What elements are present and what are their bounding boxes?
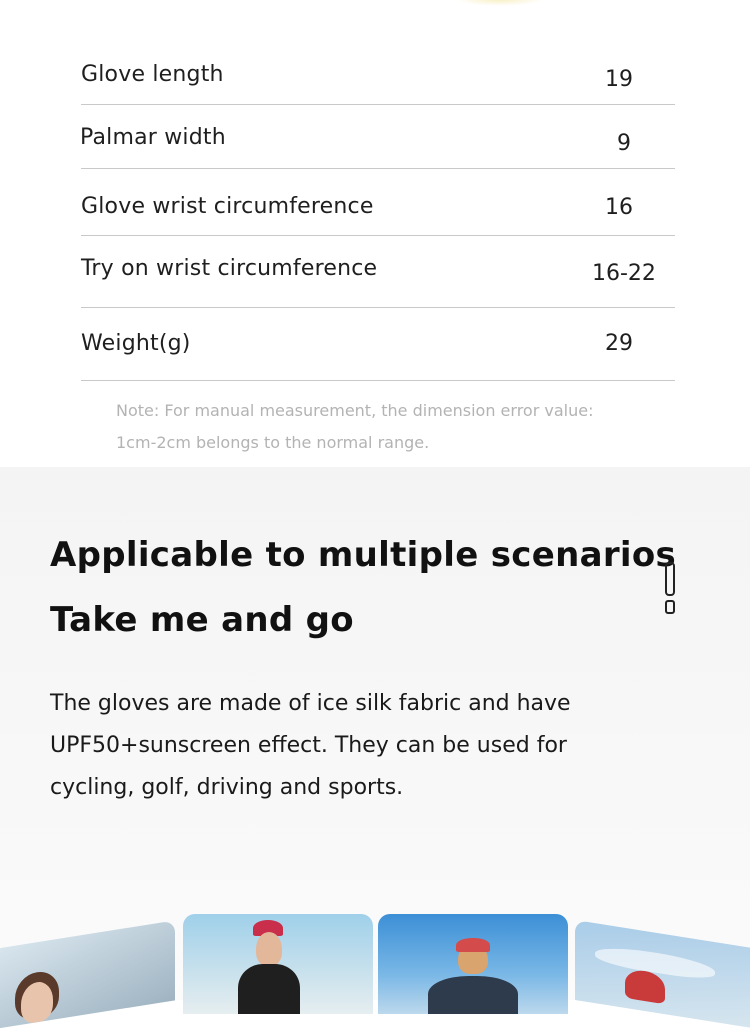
spec-value: 29 bbox=[605, 331, 633, 356]
description-line: UPF50+sunscreen effect. They can be used for bbox=[50, 733, 567, 758]
spec-label: Glove wrist circumference bbox=[81, 194, 374, 219]
note-line: Note: For manual measurement, the dimension error value: bbox=[116, 401, 594, 420]
scenarios-subheading: Take me and go bbox=[50, 600, 354, 640]
spec-label: Palmar width bbox=[80, 125, 226, 150]
scroll-indicator-icon bbox=[665, 562, 675, 614]
spec-value: 19 bbox=[605, 67, 633, 92]
golfer-photo bbox=[183, 914, 373, 1014]
scenarios-heading: Applicable to multiple scenarios bbox=[50, 535, 677, 575]
scenarios-description bbox=[50, 683, 650, 809]
decorative-glow bbox=[455, 0, 545, 6]
spec-value: 9 bbox=[617, 131, 631, 156]
note-line: 1cm-2cm belongs to the normal range. bbox=[116, 433, 430, 452]
spec-label: Try on wrist circumference bbox=[81, 256, 378, 281]
description-line: The gloves are made of ice silk fabric and have bbox=[50, 691, 571, 716]
measurement-note bbox=[116, 395, 676, 459]
divider bbox=[81, 307, 675, 308]
spec-section bbox=[0, 0, 750, 467]
description-line: cycling, golf, driving and sports. bbox=[50, 775, 404, 800]
divider bbox=[81, 168, 675, 169]
divider bbox=[81, 235, 675, 236]
divider bbox=[81, 380, 675, 381]
spec-label: Glove length bbox=[81, 62, 224, 87]
spec-value: 16-22 bbox=[592, 261, 656, 286]
cyclist-photo bbox=[378, 914, 568, 1014]
spec-label: Weight(g) bbox=[81, 331, 191, 356]
spec-value: 16 bbox=[605, 195, 633, 220]
divider bbox=[81, 104, 675, 105]
